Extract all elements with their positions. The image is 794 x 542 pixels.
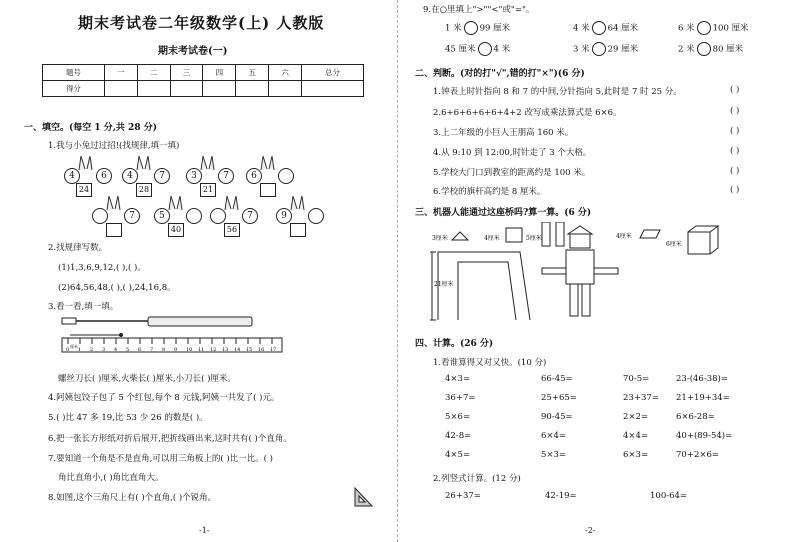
ruler-tick-label: 14 — [234, 347, 241, 353]
bunny-ears-icon — [104, 196, 124, 210]
dim-label: 4厘米 — [484, 235, 500, 242]
table-row — [43, 65, 364, 81]
ruler-tick-label: 15 — [246, 347, 253, 353]
question-6: 6.把一张长方形纸对折后展开,把折线画出来,这时共有( )个直角。 — [48, 434, 292, 444]
ruler-tick-label: 13 — [222, 347, 229, 353]
calc-item[interactable]: 5×3= — [541, 450, 567, 460]
question-5: 5.( )比 47 多 19,比 53 少 26 的数是( )。 — [48, 413, 208, 423]
calc-item[interactable]: 6×3= — [623, 450, 649, 460]
question-7a: 7.要知道一个角是不是直角,可以用三角板上的( )比一比。( ) — [48, 454, 273, 464]
judge-item: 3.上二年级的小巨人王朋高 160 米。 — [433, 128, 574, 138]
score-table — [42, 64, 364, 97]
ruler-tick-label: 1 — [78, 347, 82, 353]
question-9: 9.在○里填上">""<"或"="。 — [423, 5, 535, 15]
ruler-tick-label: 7 — [150, 347, 154, 353]
table-cell[interactable] — [137, 81, 170, 97]
table-cell: 总分 — [302, 65, 364, 81]
bunny-right-number: 6 — [96, 168, 112, 184]
match-icon — [70, 333, 123, 337]
calc-item[interactable]: 66-45= — [541, 374, 573, 384]
bunny-puzzle — [276, 196, 328, 236]
compare-left-value: 4 米 — [573, 23, 590, 34]
exam-subtitle: 期末考试卷(一) — [158, 46, 228, 57]
table-cell[interactable] — [302, 81, 364, 97]
judge-item: 4.从 9:10 到 12:00,时针走了 3 个大格。 — [433, 148, 592, 158]
compare-right-value: 99 厘米 — [479, 23, 511, 34]
compare-circle[interactable] — [464, 21, 478, 35]
section-4-heading: 四、计算。(26 分) — [415, 339, 494, 349]
compare-row — [678, 42, 743, 56]
calc-item[interactable]: 42-8= — [445, 431, 472, 441]
calc-item[interactable]: 5×6= — [445, 412, 471, 422]
table-cell: 一 — [104, 65, 137, 81]
page-number-right: -2- — [585, 526, 596, 535]
table-cell[interactable] — [203, 81, 236, 97]
screwdriver-icon — [62, 317, 252, 326]
compare-circle[interactable] — [697, 21, 711, 35]
bunny-right-number[interactable] — [278, 168, 294, 184]
set-square-icon — [354, 486, 374, 508]
judge-item: 2.6+6+6+6+6+4+2 改写成乘法算式是 6×6。 — [433, 108, 622, 118]
table-cell[interactable] — [236, 81, 269, 97]
calc-item[interactable]: 70-5= — [623, 374, 650, 384]
bunny-left-number: 3 — [186, 168, 202, 184]
bunny-right-number[interactable] — [308, 208, 324, 224]
judge-answer[interactable]: ( ) — [730, 185, 740, 195]
ruler-tick-label: 2 — [90, 347, 94, 353]
bunny-puzzle — [122, 156, 174, 196]
dim-label: 5厘米 — [526, 235, 542, 242]
bunny-right-number: 7 — [124, 208, 140, 224]
question-2b: (2)64,56,48,( ),( ),24,16,8。 — [58, 283, 176, 293]
table-row — [43, 81, 364, 97]
bunny-left-number: 4 — [122, 168, 138, 184]
ruler-tick-label: 0 — [66, 347, 70, 353]
dim-label: 21厘米 — [434, 281, 454, 288]
bunny-ears-icon — [166, 196, 186, 210]
bunny-left-number: 6 — [246, 168, 262, 184]
table-cell: 得分 — [43, 81, 105, 97]
compare-right-value: 80 厘米 — [712, 44, 744, 55]
bunny-left-number: 9 — [276, 208, 292, 224]
bunny-puzzle — [92, 196, 144, 236]
table-cell: 五 — [236, 65, 269, 81]
bunny-right-number[interactable] — [186, 208, 202, 224]
ruler-tick-label: 6 — [138, 347, 142, 353]
bunny-ears-icon — [198, 156, 218, 170]
table-cell[interactable] — [269, 81, 302, 97]
question-4: 4.阿姨包饺子包了 5 个红包,每个 8 元钱,阿姨一共发了( )元。 — [48, 393, 280, 403]
compare-right-value: 29 厘米 — [607, 44, 639, 55]
question-2: 2.找规律写数。 — [48, 243, 108, 253]
bunny-ears-icon — [76, 156, 96, 170]
compare-circle[interactable] — [478, 42, 492, 56]
bunny-left-number: 4 — [64, 168, 80, 184]
calc-item[interactable]: 90-45= — [541, 412, 573, 422]
bunny-product-box[interactable] — [290, 223, 306, 237]
compare-right-value: 64 厘米 — [607, 23, 639, 34]
compare-left-value: 6 米 — [678, 23, 695, 34]
compare-row — [445, 21, 510, 35]
robot-bridge-illustration — [430, 222, 730, 332]
ruler-tick-label: 5 — [126, 347, 130, 353]
judge-answer[interactable]: ( ) — [730, 126, 740, 136]
bunny-ears-icon — [222, 196, 242, 210]
judge-answer[interactable]: ( ) — [730, 146, 740, 156]
calc-item[interactable]: 21+19+34= — [676, 393, 730, 403]
bunny-product-box: 28 — [136, 183, 152, 197]
question-1: 1.我与小兔过过招!(找规律,填一填) — [48, 141, 180, 151]
bunny-puzzle — [186, 156, 238, 196]
bunny-left-number: 5 — [154, 208, 170, 224]
robot-icon — [542, 226, 618, 316]
bunny-left-number[interactable] — [92, 208, 108, 224]
ruler-tick-label: 12 — [210, 347, 217, 353]
bunny-product-box[interactable] — [260, 183, 276, 197]
calc-item[interactable]: 25+65= — [541, 393, 577, 403]
compare-left-value: 45 厘米 — [445, 44, 476, 55]
question-8: 8.如图,这个三角尺上有( )个直角,( )个锐角。 — [48, 493, 217, 503]
section-2-heading: 二、判断。(对的打"√",错的打"×")(6 分) — [415, 69, 585, 79]
page-title: 期末考试卷二年级数学(上) 人教版 — [78, 14, 325, 32]
bunny-right-number: 7 — [154, 168, 170, 184]
bunny-ears-icon — [258, 156, 278, 170]
compare-left-value: 2 米 — [678, 44, 695, 55]
calc-item[interactable]: 70+2×6= — [676, 450, 719, 460]
bunny-ears-icon — [288, 196, 308, 210]
compare-right-value: 4 米 — [493, 44, 511, 55]
ruler-tick-label: 8 — [162, 347, 166, 353]
calc-item[interactable]: 6×4= — [541, 431, 567, 441]
page-number-left: -1- — [199, 526, 210, 535]
table-cell: 二 — [137, 65, 170, 81]
ruler-tick-label: 16 — [258, 347, 265, 353]
calc-item[interactable]: 4×5= — [445, 450, 471, 460]
ruler-tick-label: 4 — [114, 347, 118, 353]
judge-item: 5.学校大门口到教室的距离约是 100 米。 — [433, 168, 591, 178]
bunny-puzzle — [246, 156, 298, 196]
ruler-tick-label: 10 — [186, 347, 193, 353]
page-divider — [397, 0, 398, 542]
judge-item: 1.钟表上时针指向 8 和 7 的中间,分针指向 5,此时是 7 时 25 分。 — [433, 87, 682, 97]
dim-label: 6厘米 — [666, 241, 682, 248]
calc-item[interactable]: 23+37= — [623, 393, 659, 403]
vertical-calc: 100-64= — [650, 491, 688, 501]
table-cell: 三 — [170, 65, 203, 81]
calc-item[interactable]: 4×4= — [623, 431, 649, 441]
judge-item: 6.学校的旗杆高约是 8 厘米。 — [433, 187, 546, 197]
vertical-calc: 42-19= — [545, 491, 577, 501]
bunny-right-number: 7 — [242, 208, 258, 224]
compare-left-value: 3 米 — [573, 44, 590, 55]
vertical-calc: 26+37= — [445, 491, 481, 501]
question-3a: 螺丝刀长( )厘米,火柴长( )厘米,小刀长( )厘米。 — [58, 374, 236, 384]
calc-instruction-1: 1.看谁算得又对又快。(10 分) — [433, 358, 547, 368]
compare-circle[interactable] — [592, 42, 606, 56]
calc-item[interactable]: 36+7= — [445, 393, 476, 403]
judge-answer[interactable]: ( ) — [730, 166, 740, 176]
table-cell: 四 — [203, 65, 236, 81]
bunny-product-box: 21 — [200, 183, 216, 197]
question-3: 3.看一看,填一填。 — [48, 302, 119, 312]
question-7b: 角比直角小,( )角比直角大。 — [58, 473, 164, 483]
tools-ruler-illustration — [60, 314, 290, 360]
compare-left-value: 1 米 — [445, 23, 462, 34]
bunny-right-number: 7 — [218, 168, 234, 184]
compare-row — [678, 21, 749, 35]
judge-answer[interactable]: ( ) — [730, 85, 740, 95]
compare-row — [573, 21, 638, 35]
bunny-puzzle — [64, 156, 116, 196]
bunny-product-box: 40 — [168, 223, 184, 237]
calc-instruction-2: 2.列竖式计算。(12 分) — [433, 474, 521, 484]
ruler-unit: 厘米 — [70, 344, 78, 349]
calc-item[interactable]: 4×3= — [445, 374, 471, 384]
bunny-ears-icon — [134, 156, 154, 170]
ruler-tick-label: 3 — [102, 347, 106, 353]
compare-right-value: 100 厘米 — [712, 23, 749, 34]
calc-item[interactable]: 6×6-28= — [676, 412, 715, 422]
bunny-product-box[interactable] — [106, 223, 122, 237]
table-cell[interactable] — [104, 81, 137, 97]
question-2a: (1)1,3,6,9,12,( ),( )。 — [58, 263, 146, 273]
bunny-puzzle — [210, 196, 262, 236]
table-cell: 六 — [269, 65, 302, 81]
ruler-tick-label: 17 — [270, 347, 277, 353]
bunny-product-box: 24 — [76, 183, 92, 197]
compare-circle[interactable] — [697, 42, 711, 56]
compare-row — [445, 42, 510, 56]
section-3-heading: 三、机器人能通过这座桥吗?算一算。(6 分) — [415, 208, 592, 218]
table-cell[interactable] — [170, 81, 203, 97]
bunny-puzzle — [154, 196, 206, 236]
dim-label: 4厘米 — [616, 233, 632, 240]
compare-row — [573, 42, 638, 56]
calc-item[interactable]: 23-(46-38)= — [676, 374, 728, 384]
section-1-heading: 一、填空。(每空 1 分,共 28 分) — [24, 123, 157, 133]
ruler-tick-label: 9 — [174, 347, 178, 353]
dim-label: 3厘米 — [432, 235, 448, 242]
judge-answer[interactable]: ( ) — [730, 106, 740, 116]
calc-item[interactable]: 40+(89-54)= — [676, 431, 733, 441]
ruler-tick-label: 11 — [198, 347, 205, 353]
bunny-left-number[interactable] — [210, 208, 226, 224]
calc-item[interactable]: 2×2= — [623, 412, 649, 422]
table-cell: 题号 — [43, 65, 105, 81]
bunny-product-box: 56 — [224, 223, 240, 237]
compare-circle[interactable] — [592, 21, 606, 35]
